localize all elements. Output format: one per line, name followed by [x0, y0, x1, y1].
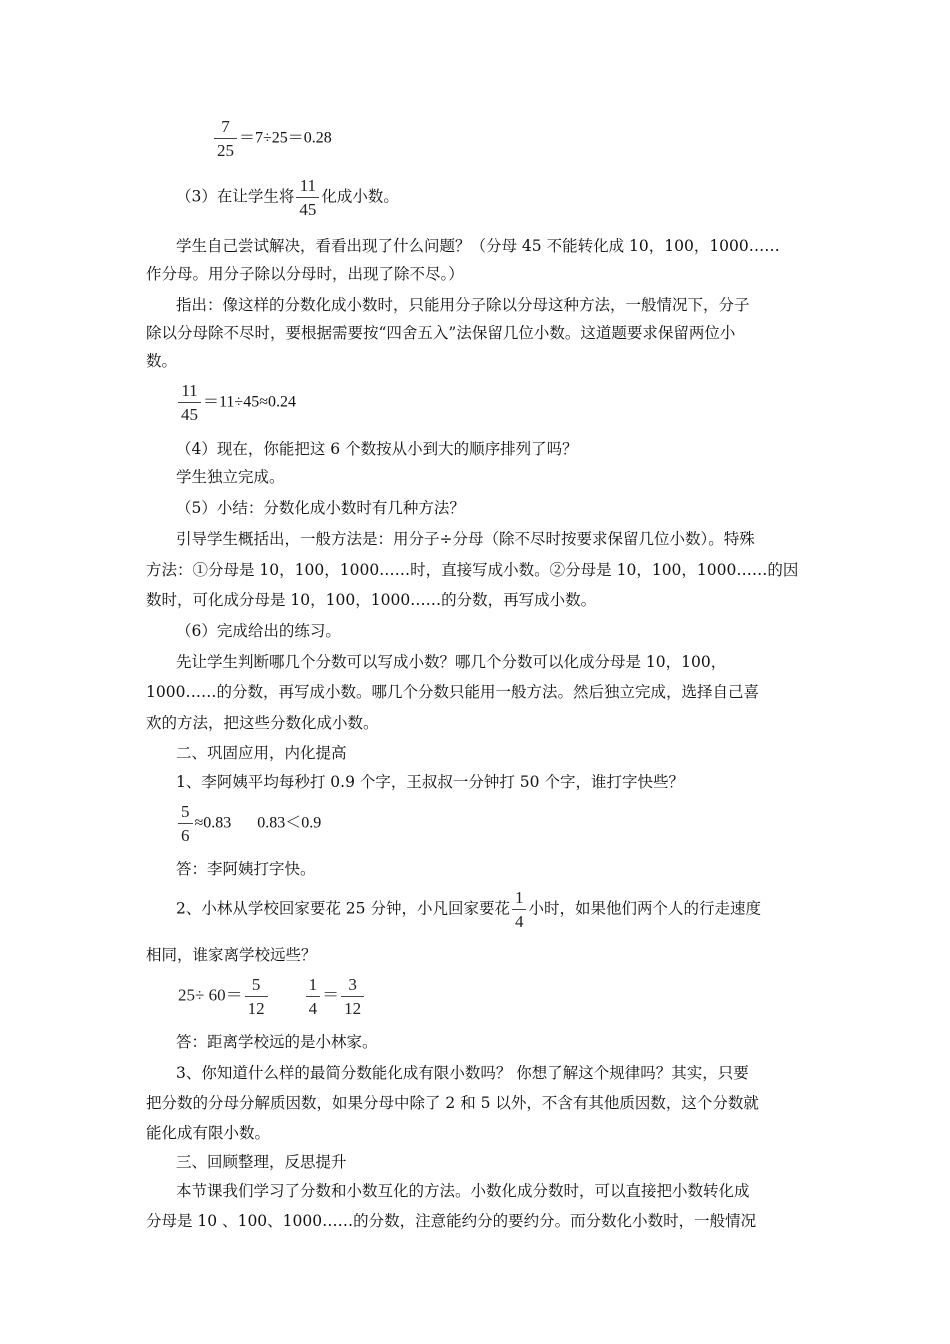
fraction-11-45: $\frac{11}{45}$: [178, 382, 201, 423]
step-4: （4）现在，你能把这 6 个数按从小到大的顺序排列了吗？: [176, 440, 578, 458]
fraction-5-12: $\frac{5}{12}$: [245, 976, 268, 1017]
paragraph-line: 作分母。用分子除以分母时，出现了除不尽。）: [146, 265, 464, 283]
paragraph-line: 除以分母除不尽时，要根据需要按“四舍五入”法保留几位小数。这道题要求保留两位小: [146, 324, 736, 342]
step-5: （5）小结：分数化成小数时有几种方法？: [176, 499, 465, 517]
fraction-1-4: $\frac{1}{4}$: [306, 976, 321, 1017]
section-heading: 二、巩固应用，内化提高: [176, 744, 347, 762]
paragraph-line: 数时，可化成分母是 10，100，1000……的分数，再写成小数。: [146, 591, 597, 609]
paragraph-line: 1000……的分数，再写成小数。哪几个分数只能用一般方法。然后独立完成，选择自己喜: [146, 683, 759, 701]
fraction-5-6: $\frac{5}{6}$: [178, 803, 193, 844]
step-6: （6）完成给出的练习。: [176, 622, 341, 640]
paragraph-line: 把分数的分母分解质因数，如果分母中除了 2 和 5 以外，不含有其他质因数，这个分数就: [146, 1094, 759, 1112]
paragraph-line: 数。: [146, 352, 178, 370]
fraction-3-12: $\frac{3}{12}$: [341, 976, 364, 1017]
equation-rest: ＝7÷25＝0.28: [239, 129, 332, 147]
section-heading: 三、回顾整理，反思提升: [176, 1153, 347, 1171]
paragraph-line: 方法：①分母是 10，100，1000……时，直接写成小数。②分母是 10，100，1000……的因: [146, 561, 799, 579]
equation-7-25: [212, 118, 332, 159]
paragraph-line: 指出：像这样的分数化成小数时，只能用分子除以分母这种方法，一般情况下，分子: [176, 296, 750, 314]
step-3-line: （3）在让学生将 $\frac{11}{45}$ 化成小数。: [176, 176, 399, 219]
fraction-11-45: $\frac{11}{45}$: [296, 177, 319, 218]
exercise-1: 1、李阿姨平均每秒打 0.9 个字，王叔叔一分钟打 50 个字，谁打字快些？: [176, 773, 684, 791]
fraction-1-4: $\frac{1}{4}$: [512, 889, 527, 930]
exercise-3: 3、你知道什么样的最简分数能化成有限小数吗？ 你想了解这个规律吗？其实，只要: [176, 1064, 749, 1082]
paragraph-line: 引导学生概括出，一般方法是：用分子÷分母（除不尽时按要求保留几位小数）。特殊: [176, 530, 755, 548]
answer-1: 答：李阿姨打字快。: [176, 860, 316, 878]
fraction-7-25: $\frac{7}{25}$: [214, 118, 237, 159]
paragraph-line: 先让学生判断哪几个分数可以写成小数？哪几个分数可以化成分母是 10，100，: [176, 653, 727, 671]
paragraph-line: 能化成有限小数。: [146, 1124, 271, 1142]
exercise-2-math: 25÷ 60＝ $\frac{5}{12}$ $\frac{1}{4}$ ＝ $\frac{3}{12}$: [178, 976, 366, 1017]
paragraph-line: 相同，谁家离学校远些？: [146, 946, 317, 964]
paragraph-line: 学生自己尝试解决，看看出现了什么问题？（分母 45 不能转化成 10，100，1000……: [176, 237, 780, 255]
exercise-2: 2、小林从学校回家要花 25 分钟，小凡回家要花 $\frac{1}{4}$ 小时，如果他们两个人的行走速度: [176, 888, 761, 931]
paragraph-line: 本节课我们学习了分数和小数互化的方法。小数化成分数时，可以直接把小数转化成: [176, 1182, 750, 1200]
paragraph-line: 欢的方法，把这些分数化成小数。: [146, 714, 379, 732]
equation-11-45: $\frac{11}{45}$ ＝11÷45≈0.24: [176, 382, 296, 423]
paragraph-line: 学生独立完成。: [176, 468, 285, 486]
exercise-1-math: $\frac{5}{6}$ ≈0.83 0.83＜0.9: [176, 803, 321, 844]
answer-2: 答：距离学校远的是小林家。: [176, 1033, 378, 1051]
paragraph-line: 分母是 10 、100、1000……的分数，注意能约分的要约分。而分数化小数时，一般情况: [146, 1212, 757, 1230]
